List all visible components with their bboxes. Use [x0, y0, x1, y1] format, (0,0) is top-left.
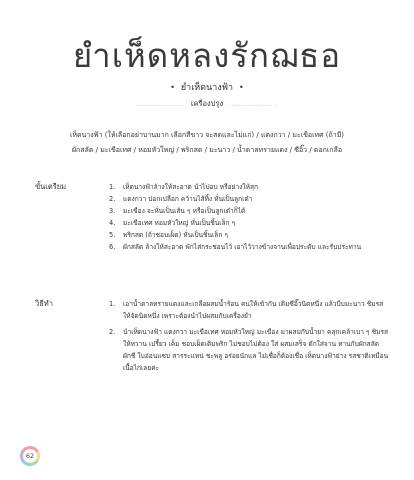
- prep-step: [109, 217, 392, 229]
- method-step: [109, 326, 392, 374]
- prep-step: [109, 229, 392, 241]
- step-text: พริกสด (ถ้าชอบเผ็ด) หั่นเป็นชิ้นเล็ก ๆ: [123, 231, 228, 239]
- step-number: 3.: [109, 207, 116, 215]
- prep-steps-list: [109, 181, 392, 253]
- prep-step: [109, 193, 392, 205]
- prep-step: [109, 241, 392, 253]
- recipe-subtitle: [0, 80, 414, 94]
- ingredients-heading: เครื่องปรุง: [190, 99, 224, 108]
- ingredients-heading-row: [0, 98, 414, 110]
- step-text: นำเห็ดนางฟ้า แตงกวา มะเขือเทศ หอมหัวใหญ่ มะเขือง มาผสมกับน้ำยา คลุกเคล้าเบา ๆ ชิมรสให้หวาน เปรี้ยว เค็ม ชอบเผ็ดเติมพริก ไม่ชอบไม่ต้อง ใส่ ผสมเสร็จ ตักใส่จาน ทานกับผักสลัด ผักชี ใบอ่อนแซบ สารระแหน่ ชะพลู อร่อยนักแล ไม่เชื่อก็ต้องเชื่อ เห็ดนางฟ้าย่าง รสชาติเหมือนเนื้อไก่เลยค่ะ: [123, 328, 389, 372]
- method-steps-list: [109, 298, 392, 374]
- ingredients-line-2: ผักสลัด / มะเขือเทศ / หอมหัวใหญ่ / พริกสด / มะนาว / น้ำตาลทรายแดง / ซีอิ๊ว / ดอกเกลือ: [71, 146, 343, 154]
- subtitle-text: ยำเห็ดนางฟ้า: [180, 83, 234, 93]
- step-number: 4.: [109, 219, 116, 227]
- step-number: 2.: [109, 328, 116, 336]
- step-number: 1.: [109, 183, 116, 191]
- step-text: มะเขือง จะหั่นเป็นเส้น ๆ หรือเป็นลูกเต๋าก็ได้: [123, 207, 246, 215]
- step-text: เอาน้ำตาลทรายแดงและเกลือผสมน้ำร้อน คนให้เข้ากัน เติมซีอิ๊วนิดหนึ่ง แล้วบีบมะนาว ชิมรส ให้จัดนิดหนึ่ง เพราะต้องนำไปผสมกับเครื่องยำ: [123, 300, 384, 320]
- step-number: 1.: [109, 300, 116, 308]
- bullet-left: •: [170, 83, 176, 92]
- page-number-badge: [20, 446, 40, 466]
- page-title: ยำเห็ดหลงรักฌธอ: [72, 36, 342, 75]
- dotted-rule-right: ..................: [229, 100, 279, 108]
- method-step: [109, 298, 392, 322]
- prep-step: [109, 181, 392, 193]
- step-number: 5.: [109, 231, 116, 239]
- step-text: แตงกวา ปอกเปลือก คว้านไส้ทิ้ง หั่นเป็นลูกเต๋า: [123, 195, 253, 203]
- bullet-right: •: [238, 83, 244, 92]
- step-number: 2.: [109, 195, 116, 203]
- ingredients-list: [40, 128, 374, 158]
- page-number: 62: [23, 449, 37, 463]
- ingredients-line-1: เห็ดนางฟ้า (ให้เลือกอย่าบานมาก เลือกสีขาว จะสดและไม่แก่) / แตงกวา / มะเขือเทศ (ถ้ามี): [69, 131, 345, 139]
- step-number: 6.: [109, 243, 116, 251]
- step-text: ผักสลัด ล้างให้สะอาด พักไส่กระชอนไว้ เอาไว้วางข้างจานเพื่อประดับ และรับประทาน: [123, 243, 362, 251]
- step-text: มะเขือเทศ หอมหัวใหญ่ หั่นเป็นชิ้นเล็ก ๆ: [123, 219, 236, 227]
- prep-section-label: ขั้นเตรียม: [35, 182, 67, 191]
- dotted-rule-left: ..................: [135, 100, 185, 108]
- prep-step: [109, 205, 392, 217]
- method-section-label: วิธีทำ: [35, 299, 53, 308]
- step-text: เห็ดนางฟ้าล้างให้สะอาด นำไปอบ หรือย่างให้สุก: [123, 183, 258, 191]
